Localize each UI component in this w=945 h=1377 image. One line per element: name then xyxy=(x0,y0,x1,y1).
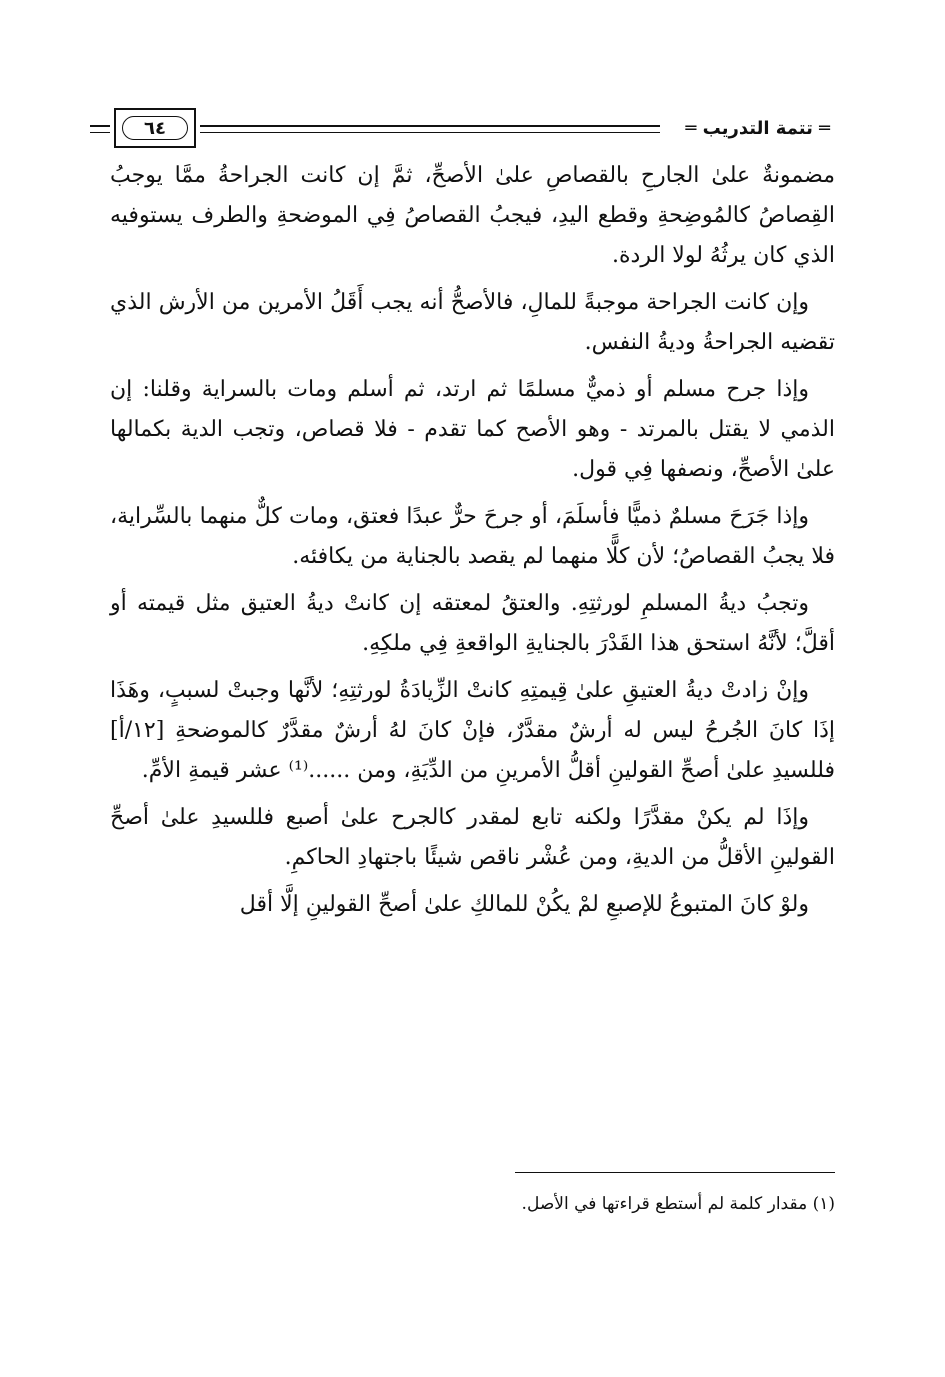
page-number-box xyxy=(114,108,196,148)
running-title: ═ تتمة التدريب ═ xyxy=(685,118,830,139)
running-title-text: تتمة التدريب xyxy=(702,118,813,139)
page-number: ٦٤ xyxy=(122,116,188,140)
paragraph: وإذَا لم يكنْ مقدَّرًا ولكنه تابع لمقدر كالجرح علىٰ أصبع فللسيدِ علىٰ أصحِّ القولينِ الأقلُّ من الديةِ، ومن عُشْر ناقص شيئًا باجتهادِ الحاكمِ. xyxy=(110,805,835,870)
paragraph: مضمونةٌ علىٰ الجارحِ بالقصاصِ علىٰ الأصحِّ، ثمَّ إن كانت الجراحةُ ممَّا يوجبُ القِصاصُ كالمُوضِحةِ وقطع اليدِ، فيجبُ القصاصُ فِي الموضحةِ والطرف يستوفيه الذي كان يرثُهُ لولا الردة. xyxy=(110,163,835,268)
header-rule-left xyxy=(90,125,110,133)
paragraph: وتجبُ ديةُ المسلمِ لورثتِهِ. والعتقُ لمعتقه إن كانتْ ديةُ العتيق مثل قيمته أو أقلَّ؛ لأنَّهُ استحق هذا القَدْرَ بالجنايةِ الواقعةِ فِي ملكِهِ. xyxy=(110,591,835,656)
paragraph: وإذا جَرَحَ مسلمٌ ذميًّا فأسلَمَ، أو جرحَ حرٌّ عبدًا فعتق، ومات كلٌّ منهما بالسِّراية، فلا يجبُ القصاصُ؛ لأن كلًّا منهما لم يقصد بالجناية من يكافئه. xyxy=(110,504,835,569)
footnote: (١) مقدار كلمة لم أستطع قراءتها في الأصل. xyxy=(521,1194,835,1214)
page-header xyxy=(90,108,830,152)
paragraph: وإذا جرح مسلم أو ذميٌّ مسلمًا ثم ارتد، ثم أسلم ومات بالسراية وقلنا: إن الذمي لا يقتل بالمرتد - وهو الأصح كما تقدم - فلا قصاص، وتجب الدية بكمالها علىٰ الأصحِّ، ونصفها فِي قول. xyxy=(110,377,835,482)
paragraph: ولوْ كانَ المتبوعُ للإصبعِ لمْ يكُنْ للمالكِ علىٰ أصحِّ القولينِ إلَّا أقل xyxy=(239,892,809,917)
paragraph: وإنْ زادتْ ديةُ العتيقِ علىٰ قِيمتِهِ كانتْ الزِّيادَةُ لورثتِهِ؛ لأنَّها وجبتْ لسببٍ، وهَذَا إذَا كانَ الجُرحُ ليس له أرشٌ مقدَّرٌ، فإنْ كانَ لهُ أرشٌ مقدَّرٌ كالموضحةِ [١٢/أ] فللسيدِ علىٰ أصحِّ القولينِ أقلُّ الأمرينِ من الدِّيَةِ، ومن ......⁽¹⁾ عشر قيمةِ الأمِّ. xyxy=(110,678,835,783)
main-text xyxy=(110,156,835,932)
footnote-divider xyxy=(515,1172,835,1173)
header-rule xyxy=(200,125,660,133)
paragraph: وإن كانت الجراحة موجبةً للمالِ، فالأصحُّ أنه يجب أَقَلُ الأمرين من الأرش الذي تقضيه الجراحةُ وديةُ النفس. xyxy=(110,290,835,355)
